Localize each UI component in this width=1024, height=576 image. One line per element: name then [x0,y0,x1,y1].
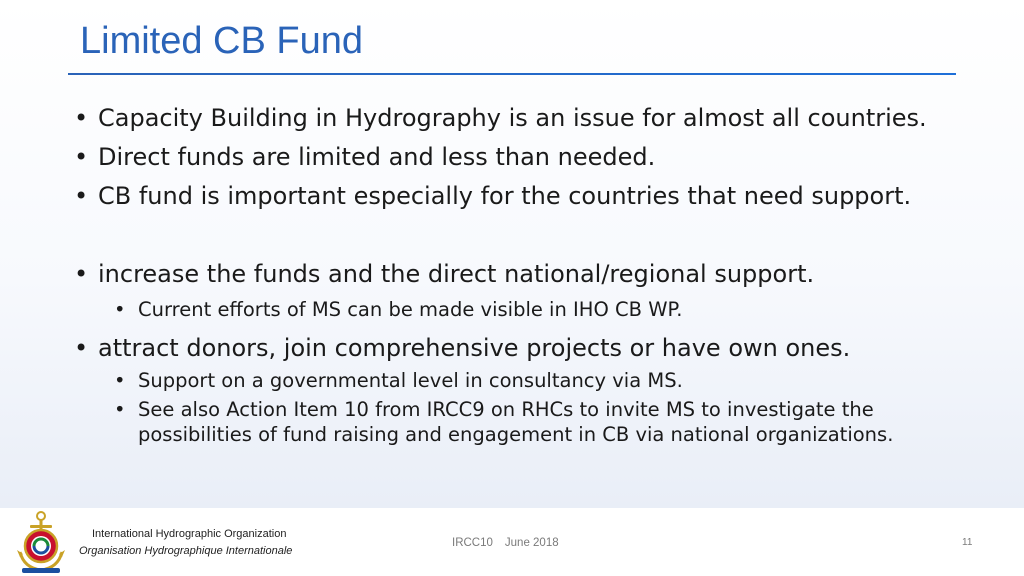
slide-title: Limited CB Fund [80,20,364,62]
bullet-item [74,181,911,211]
bullet-marker: • [74,182,89,210]
bullet-marker: • [114,398,126,421]
bullet-marker: • [74,260,89,288]
bullet-marker: • [114,298,126,321]
footer-meeting-info [452,537,559,549]
sub-bullet-continuation [138,422,893,447]
bullet-text: Direct funds are limited and less than needed. [98,143,656,171]
footer-event: IRCC10 [452,537,493,549]
sub-bullet-text: Support on a governmental level in consultancy via MS. [138,369,683,392]
bullet-text: increase the funds and the direct national/regional support. [98,260,815,288]
page-number: 11 [962,537,973,548]
sub-bullet-text: Current efforts of MS can be made visible in IHO CB WP. [138,298,683,321]
slide-footer [0,508,1024,576]
bullet-marker: • [74,104,89,132]
sub-bullet-item [114,397,874,422]
bullet-marker: • [74,334,89,362]
bullet-item [74,259,814,289]
bullet-text: CB fund is important especially for the countries that need support. [98,182,912,210]
bullet-text: Capacity Building in Hydrography is an issue for almost all countries. [98,104,927,132]
bullet-item [74,142,655,172]
title-underline [68,73,956,75]
sub-bullet-item [114,297,682,322]
bullet-marker: • [114,369,126,392]
iho-logo-icon [12,508,70,576]
organization-name-fr: Organisation Hydrographique Internationale [79,545,293,557]
organization-name-en: International Hydrographic Organization [92,528,287,540]
sub-bullet-item [114,368,683,393]
sub-bullet-text: possibilities of fund raising and engagement in CB via national organizations. [138,423,894,446]
bullet-text: attract donors, join comprehensive projects or have own ones. [98,334,851,362]
bullet-marker: • [74,143,89,171]
sub-bullet-text: See also Action Item 10 from IRCC9 on RHCs to invite MS to investigate the [138,398,874,421]
footer-date: June 2018 [504,537,559,549]
bullet-item [74,333,850,363]
bullet-item [74,103,927,133]
